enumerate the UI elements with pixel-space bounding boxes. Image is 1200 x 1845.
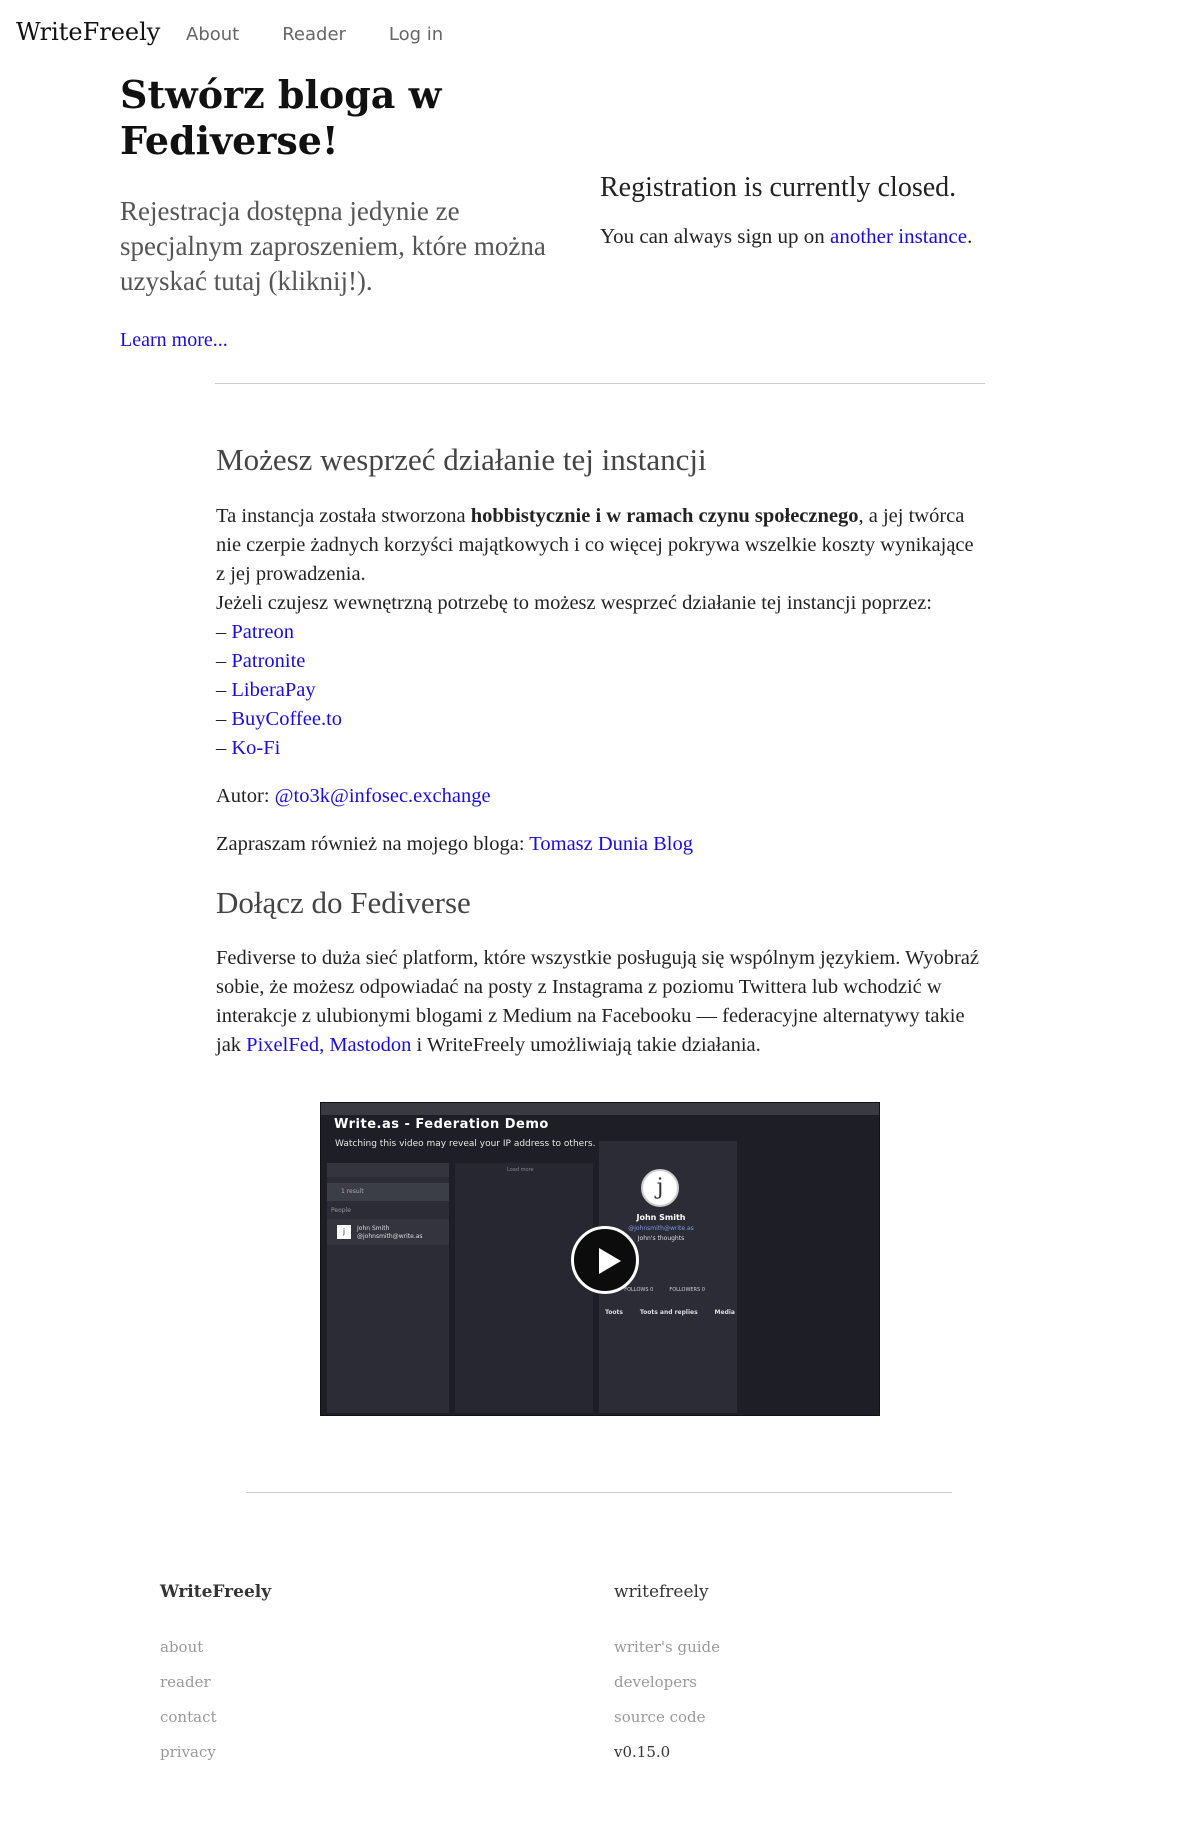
fediverse-text-start: Fediverse to duża sieć platform, które wszystkie posługują się wspólnym językiem. Wyobraź sobie, że możesz odpowiadać na posty z Instagrama z poziomu Twittera lub wchodzić w interakcje z ulubionymi blogami z Medium na Facebooku — federacyjne alternatywy takie jak xyxy=(216,947,979,1056)
video-stat: FOLLOWS 0 xyxy=(624,1287,654,1293)
another-instance-link[interactable]: another instance xyxy=(830,224,968,248)
top-nav xyxy=(0,0,1200,70)
footer-divider xyxy=(246,1492,952,1493)
footer-brand[interactable]: WriteFreely xyxy=(160,1582,272,1602)
list-item xyxy=(216,618,986,647)
footer-links-1 xyxy=(160,1630,271,1770)
nav-about-link[interactable]: About xyxy=(186,24,240,45)
kofi-link[interactable]: Ko-Fi xyxy=(231,737,281,759)
support-heading: Możesz wesprzeć działanie tej instancji xyxy=(216,442,707,477)
signup-suffix: . xyxy=(967,224,973,248)
dash: – xyxy=(216,737,232,759)
nav-links xyxy=(186,24,443,45)
signup-prefix: You can always sign up on xyxy=(600,224,831,248)
footer-project-name[interactable]: writefreely xyxy=(614,1582,709,1602)
video-user-avatar: j xyxy=(337,1225,351,1239)
video-tab: Media xyxy=(714,1309,735,1316)
video-user-name-text: John Smith xyxy=(357,1225,390,1232)
learn-more-link[interactable]: Learn more... xyxy=(120,329,228,351)
support-text-line2: Jeżeli czujesz wewnętrzną potrzebę to możesz wesprzeć działanie tej instancji poprzez: xyxy=(216,592,932,614)
liberapay-link[interactable]: LiberaPay xyxy=(231,679,316,701)
video-browser-bar xyxy=(321,1103,879,1115)
video-profile-name: John Smith xyxy=(636,1213,686,1222)
footer-source-code-link[interactable]: source code xyxy=(614,1708,706,1726)
federation-demo-video[interactable] xyxy=(320,1102,880,1416)
video-profile-thoughts: John's thoughts xyxy=(637,1235,685,1242)
footer-about-link[interactable]: about xyxy=(160,1638,204,1656)
patreon-link[interactable]: Patreon xyxy=(231,621,294,643)
dash: – xyxy=(216,650,232,672)
video-stat: FOLLOWERS 0 xyxy=(669,1287,705,1293)
list-item xyxy=(216,705,986,734)
support-paragraph xyxy=(216,502,986,618)
video-load-more: Load more xyxy=(507,1167,534,1173)
invite-label: Zapraszam również na mojego bloga: xyxy=(216,833,530,855)
signup-hint xyxy=(600,224,1040,249)
video-tab: Toots xyxy=(605,1309,623,1316)
video-search-result: 1 result xyxy=(327,1183,449,1201)
registration-status xyxy=(600,172,1040,249)
video-column-feed xyxy=(455,1163,593,1413)
video-user-handle-text: @johnsmith@write.as xyxy=(357,1233,423,1240)
footer-privacy-link[interactable]: privacy xyxy=(160,1743,216,1761)
video-profile-avatar: j xyxy=(641,1169,679,1207)
fediverse-paragraph xyxy=(216,944,986,1060)
registration-closed-text: Registration is currently closed. xyxy=(600,172,957,203)
list-item xyxy=(216,734,986,763)
footer-column-writefreely xyxy=(160,1582,271,1770)
fediverse-text-end: i WriteFreely umożliwiają takie działania. xyxy=(411,1034,761,1056)
footer-reader-link[interactable]: reader xyxy=(160,1673,211,1691)
patronite-link[interactable]: Patronite xyxy=(231,650,306,672)
dash: – xyxy=(216,708,232,730)
footer-contact-link[interactable]: contact xyxy=(160,1708,217,1726)
buycoffee-link[interactable]: BuyCoffee.to xyxy=(231,708,343,730)
support-section xyxy=(216,438,986,859)
video-profile-tabs xyxy=(605,1309,735,1316)
video-search-bar xyxy=(327,1163,449,1177)
divider xyxy=(215,383,985,384)
support-text-end: , a jej twórca nie czerpie żadnych korzyści majątkowych i co więcej pokrywa wszelkie koszty wynikające z jej prowadzenia. xyxy=(216,505,974,585)
video-profile-handle: @johnsmith@write.as xyxy=(628,1225,694,1232)
nav-login-link[interactable]: Log in xyxy=(388,24,444,45)
play-icon[interactable] xyxy=(571,1226,639,1294)
list-item xyxy=(216,647,986,676)
video-user-row xyxy=(327,1219,449,1245)
author-link[interactable]: @to3k@infosec.exchange xyxy=(274,785,491,807)
footer-version[interactable]: v0.15.0 xyxy=(614,1743,671,1761)
pixelfed-mastodon-link[interactable]: PixelFed, Mastodon xyxy=(246,1034,412,1056)
dash: – xyxy=(216,621,232,643)
hero-title: Stwórz bloga w Fediverse! xyxy=(120,72,442,163)
video-user-name xyxy=(357,1225,423,1241)
footer-writers-guide-link[interactable]: writer's guide xyxy=(614,1638,721,1656)
fediverse-heading: Dołącz do Fediverse xyxy=(216,885,471,920)
video-title[interactable]: Write.as - Federation Demo xyxy=(334,1117,549,1132)
list-item xyxy=(216,676,986,705)
main-content xyxy=(216,438,986,1060)
support-text-start: Ta instancja została stworzona xyxy=(216,505,471,527)
nav-reader-link[interactable]: Reader xyxy=(282,24,346,45)
support-text-bold: hobbistycznie i w ramach czynu społecznego xyxy=(470,505,859,527)
footer-developers-link[interactable]: developers xyxy=(614,1673,698,1691)
video-people-label: People xyxy=(331,1207,351,1214)
video-ip-warning: Watching this video may reveal your IP address to others. xyxy=(335,1139,596,1149)
blog-invite-line xyxy=(216,830,986,859)
blog-link[interactable]: Tomasz Dunia Blog xyxy=(529,833,693,855)
brand-logo-link[interactable]: WriteFreely xyxy=(16,18,161,46)
footer-column-project xyxy=(614,1582,720,1770)
author-line xyxy=(216,782,986,811)
author-label: Autor: xyxy=(216,785,275,807)
support-links-list xyxy=(216,618,986,763)
hero-intro xyxy=(120,72,560,352)
video-tab: Toots and replies xyxy=(639,1309,698,1316)
hero-subtitle: Rejestracja dostępna jedynie ze specjalnym zaproszeniem, które można uzyskać tutaj (kliknij!). xyxy=(120,196,546,296)
dash: – xyxy=(216,679,232,701)
footer-links-2 xyxy=(614,1630,720,1770)
